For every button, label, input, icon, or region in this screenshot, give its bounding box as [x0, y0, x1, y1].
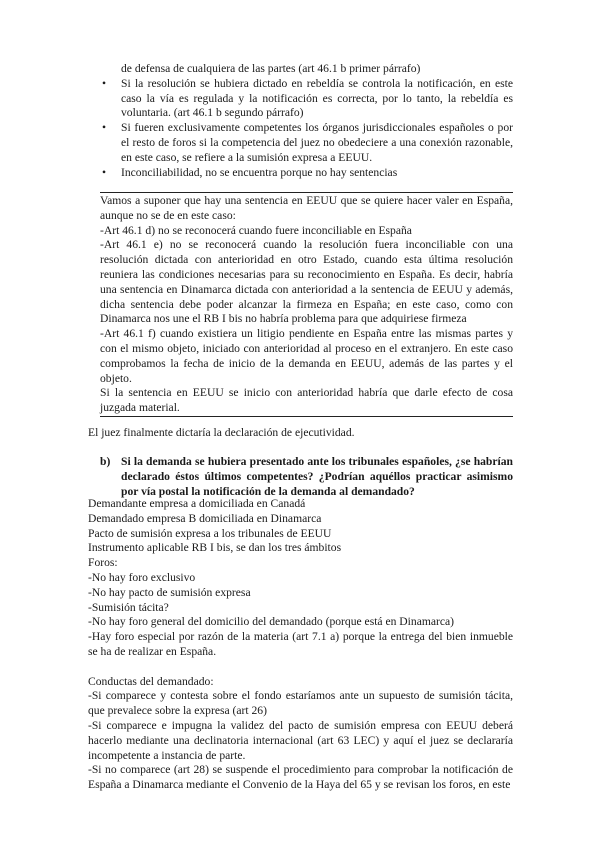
conclusion-line: El juez finalmente dictaría la declaración de ejecutividad. [88, 426, 355, 439]
box-paragraph: -Art 46.1 f) cuando existiera un litigio pendiente en España entre las mismas partes y con el mismo objeto, iniciado con anterioridad al proceso en el extranjero. En este caso comprobamos la fecha de inicio de la demanda en EEUU, además de las partes y el objeto. [100, 327, 513, 385]
bullet-item-2 [88, 121, 513, 165]
box-paragraph: -Art 46.1 e) no se reconocerá cuando la resolución fuera inconciliable con una resolución dictada con anterioridad en otro Estado, cuando esta última resolución reuniera las condiciones necesarias para su reconocimiento en España. Es decir, habría una sentencia en Dinamarca dictada con anterioridad a la sentencia de EEUU y además, dicha sentencia debe poder alcanzar la firmeza en España; en este caso, como con Dinamarca nos une el RB I bis no habría problema para que adquiriese firmeza [100, 238, 513, 326]
fact-line: Foros: [88, 556, 118, 570]
box-paragraph: -Art 46.1 d) no se reconocerá cuando fuere inconciliable en España [100, 223, 412, 237]
facts-block [88, 497, 513, 793]
box-paragraph: Vamos a suponer que hay una sentencia en EEUU que se quiere hacer valer en España, aunque no se de en este caso: [100, 194, 513, 222]
fact-line: Demandado empresa B domiciliada en Dinamarca [88, 511, 322, 525]
fact-line: -No hay foro general del domicilio del demandado (porque está en Dinamarca) [88, 615, 455, 629]
bullet-text: Si la resolución se hubiera dictado en rebeldía se controla la notificación, en este caso la vía es regulada y la notificación es correcta, por lo tanto, la rebeldía es voluntaria. (art 46.1 b segundo párrafo) [121, 76, 513, 120]
fact-line: -Hay foro especial por razón de la materia (art 7.1 a) porque la entrega del bien inmueble se ha de realizar en España. [88, 630, 513, 658]
question-b [100, 455, 513, 499]
fact-line: Pacto de sumisión expresa a los tribunales de EEUU [88, 526, 332, 540]
fact-line: -No hay foro exclusivo [88, 570, 196, 584]
bullet-list [88, 77, 513, 181]
bullet-text: Si fueren exclusivamente competentes los órganos jurisdiccionales españoles o por el resto de foros si la competencia del juez no obedeciere a una conexión razonable, en este caso, se refiere a la sumisión expresa a EEUU. [121, 121, 513, 164]
conduct-line: -Si comparece y contesta sobre el fondo estaríamos ante un supuesto de sumisión tácita, que prevalece sobre la expresa (art 26) [88, 689, 513, 718]
bordered-box [100, 192, 513, 417]
bullet-text: Inconciliabilidad, no se encuentra porque no hay sentencias [121, 165, 398, 179]
bullet-icon: • [102, 165, 107, 179]
fact-line: Demandante empresa a domiciliada en Canadá [88, 497, 306, 510]
fact-line: Instrumento aplicable RB I bis, se dan los tres ámbitos [88, 541, 342, 555]
top-continuation: de defensa de cualquiera de las partes (art 46.1 b primer párrafo) [121, 62, 421, 75]
question-text: Si la demanda se hubiera presentado ante los tribunales españoles, ¿se habrían declarado éstos últimos competentes? ¿Podrían aquéllos practicar asimismo por vía postal la notificación de la demanda al demandado? [121, 455, 513, 498]
question-label: b) [100, 455, 111, 468]
fact-line: -No hay pacto de sumisión expresa [88, 585, 251, 599]
bullet-item-1 [88, 77, 513, 121]
conduct-line: -Si no comparece (art 28) se suspende el procedimiento para comprobar la notificación de España a Dinamarca mediante el Convenio de la Haya del 65 y se revisan los foros, en este [88, 763, 513, 792]
bullet-icon: • [102, 121, 107, 135]
box-paragraph: Si la sentencia en EEUU se inicio con anterioridad habría que darle efecto de cosa juzgada material. [100, 386, 513, 415]
bullet-item-3 [88, 166, 513, 181]
bullet-icon: • [102, 76, 107, 90]
conduct-line: -Si comparece e impugna la validez del pacto de sumisión empresa con EEUU deberá hacerlo mediante una declinatoria internacional (art 63 LEC) y aquí el juez se declararía incompetente a instancia de parte. [88, 718, 513, 762]
conduct-heading: Conductas del demandado: [88, 674, 214, 688]
fact-line: -Sumisión tácita? [88, 600, 169, 614]
